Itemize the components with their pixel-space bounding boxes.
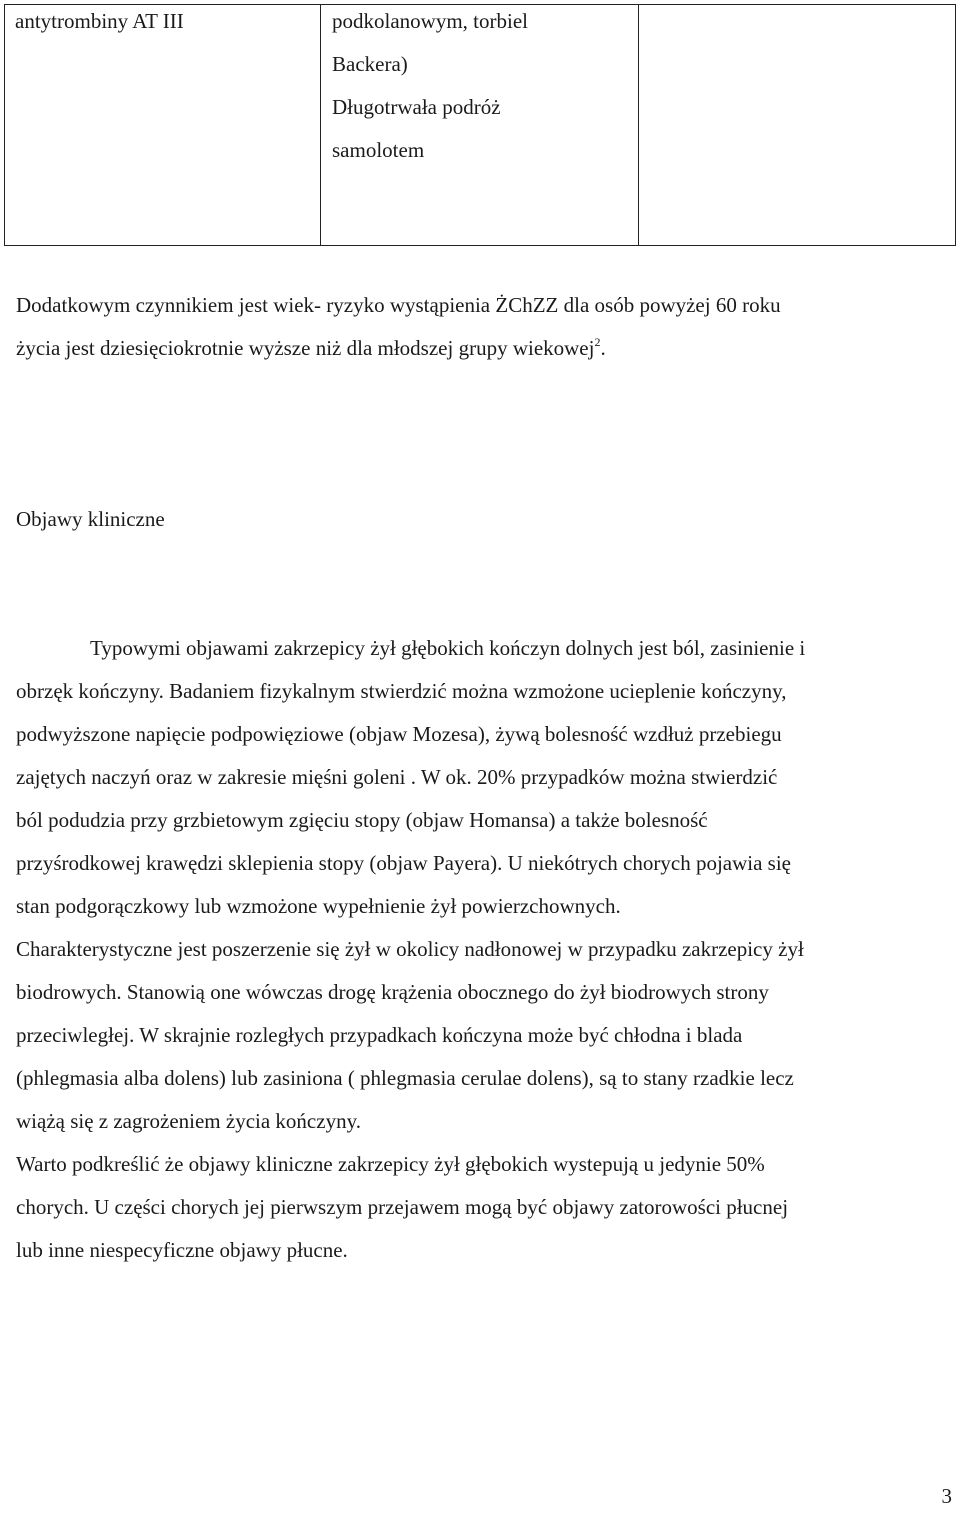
table-cell-col3: [639, 5, 955, 245]
heading-text: Objawy kliniczne: [16, 507, 165, 531]
risk-factor-table: [4, 4, 956, 246]
table-cell-text: podkolanowym, torbiel: [332, 9, 528, 33]
table-cell-col2: [321, 5, 639, 245]
paragraph-symptoms: [16, 627, 946, 1272]
paragraph-line: Dodatkowym czynnikiem jest wiek- ryzyko wystąpienia ŻChZZ dla osób powyżej 60 roku: [16, 293, 781, 317]
paragraph-line: wiążą się z zagrożeniem życia kończyny.: [16, 1109, 361, 1133]
page-number: 3: [941, 1484, 952, 1508]
paragraph-line-end: .: [600, 336, 606, 360]
paragraph-line: lub inne niespecyficzne objawy płucne.: [16, 1238, 348, 1262]
footnote-ref: 2: [594, 335, 601, 349]
paragraph-line: [16, 327, 946, 370]
paragraph-line-text: życia jest dziesięciokrotnie wyższe niż dla młodszej grupy wiekowej: [16, 336, 595, 360]
paragraph-line: obrzęk kończyny. Badaniem fizykalnym stwierdzić można wzmożone ucieplenie kończyny,: [16, 679, 787, 703]
paragraph-line: (phlegmasia alba dolens) lub zasiniona ( phlegmasia cerulae dolens), są to stany rzadkie lecz: [16, 1066, 794, 1090]
paragraph-line: Charakterystyczne jest poszerzenie się żył w okolicy nadłonowej w przypadku zakrzepicy żył: [16, 937, 804, 961]
paragraph-line: podwyższone napięcie podpowięziowe (objaw Mozesa), żywą bolesność wzdłuż przebiegu: [16, 722, 782, 746]
paragraph-line: ból podudzia przy grzbietowym zgięciu stopy (objaw Homansa) a także bolesność: [16, 808, 708, 832]
paragraph-line: przeciwległej. W skrajnie rozległych przypadkach kończyna może być chłodna i blada: [16, 1023, 743, 1047]
table-cell-text: Długotrwała podróż: [332, 95, 501, 119]
paragraph-age-risk: [16, 284, 946, 370]
paragraph-line: przyśrodkowej krawędzi sklepienia stopy (objaw Payera). U niekótrych chorych pojawia się: [16, 851, 792, 875]
table-cell-col1: [5, 5, 321, 245]
table-cell-text: Backera): [332, 52, 408, 76]
paragraph-line: biodrowych. Stanowią one wówczas drogę krążenia obocznego do żył biodrowych strony: [16, 980, 769, 1004]
paragraph-line: Warto podkreślić że objawy kliniczne zakrzepicy żył głębokich wystepują u jedynie 50%: [16, 1152, 765, 1176]
table-cell-text: antytrombiny AT III: [15, 9, 184, 33]
paragraph-line: Typowymi objawami zakrzepicy żył głębokich kończyn dolnych jest ból, zasinienie i: [90, 636, 806, 660]
paragraph-line: zajętych naczyń oraz w zakresie mięśni goleni . W ok. 20% przypadków można stwierdzić: [16, 765, 778, 789]
paragraph-line: stan podgorączkowy lub wzmożone wypełnienie żył powierzchownych.: [16, 894, 621, 918]
section-heading: [16, 498, 946, 541]
paragraph-line: chorych. U części chorych jej pierwszym przejawem mogą być objawy zatorowości płucnej: [16, 1195, 789, 1219]
table-cell-text: samolotem: [332, 138, 425, 162]
